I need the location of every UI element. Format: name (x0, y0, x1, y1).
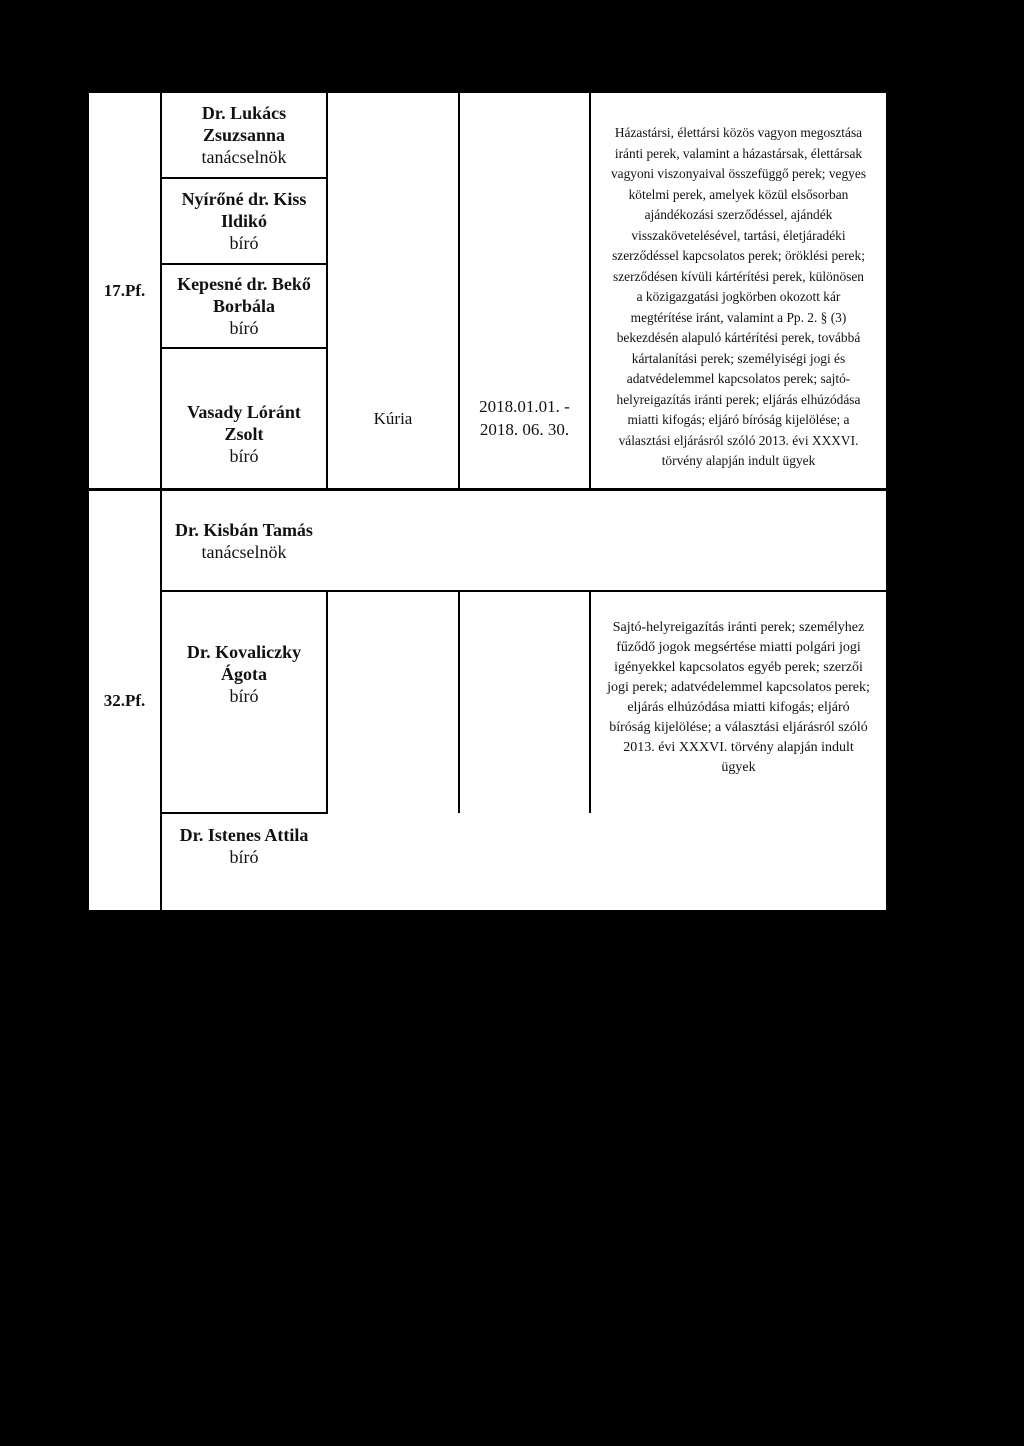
description-line: iránti perek, valamint a házastársak, élettársak (614, 145, 863, 161)
judge-name: Zsolt (224, 423, 264, 444)
description-line: kártalanítási perek; személyiségi jogi és (631, 350, 846, 366)
row-divider (160, 812, 328, 814)
judge-cell (162, 179, 326, 263)
court-cell (328, 393, 458, 443)
judge-cell (162, 513, 326, 568)
judge-name: Vasady Lóránt (187, 401, 301, 422)
row-divider (160, 590, 886, 592)
period-end: 2018. 06. 30. (479, 420, 570, 439)
description-line: a közigazgatási jogkörben okozott kár (636, 289, 841, 304)
description-line: vagyoni viszonyaival összefüggő perek; vegyes (610, 166, 867, 181)
judge-cell (162, 265, 326, 347)
judge-role: bíró (229, 318, 259, 338)
description-line: miatti kifogás; eljáró bíróság kijelölése; a (627, 412, 850, 427)
case-code-cell (89, 491, 160, 910)
column-divider (326, 590, 328, 813)
period-start: 2018.01.01. - (479, 397, 570, 416)
judge-role: bíró (229, 847, 259, 867)
judge-name: Ágota (221, 664, 267, 684)
description-line: Sajtó-helyreigazítás iránti perek; személyhez (612, 620, 865, 635)
judge-name: Dr. Kisbán Tamás (175, 519, 313, 540)
description-line: szerződéssel kapcsolatos perek; öröklési perek; (612, 248, 865, 263)
description-line: Házastársi, élettársi közös vagyon megosztása (614, 125, 863, 140)
description-line: törvény alapján indult ügyek (661, 453, 816, 468)
judge-cell (162, 349, 326, 488)
description-line: szerződésen kívüli kártérítési perek, különösen (613, 268, 864, 284)
judge-name: Dr. Istenes Attila (179, 825, 309, 845)
judge-name: Nyírőné dr. Kiss (181, 189, 307, 209)
case-description-cell (591, 618, 886, 788)
judge-name: Zsuzsanna (202, 125, 286, 145)
court-name: Kúria (373, 408, 413, 428)
description-line: visszakövetelésével, tartási, életjáradéki (631, 227, 846, 243)
judge-role: tanácselnök (201, 147, 287, 167)
judge-name: Ildikó (220, 211, 268, 231)
judge-name: Dr. Kovaliczky (186, 642, 302, 662)
section-divider (89, 488, 886, 491)
case-code: 17.Pf. (103, 280, 146, 300)
description-line: adatvédelemmel kapcsolatos perek; sajtó- (626, 371, 851, 386)
judge-cell (162, 93, 326, 177)
judge-role: tanácselnök (201, 541, 287, 562)
description-line: 2013. évi XXXVI. törvény alapján indult (623, 740, 854, 755)
description-line: kötelmi perek, amelyek közül elsősorban (628, 186, 849, 202)
judge-role: bíró (229, 445, 259, 466)
description-line: fűződő jogok megsértése miatti polgári jogi (616, 640, 861, 655)
description-line: megtérítése iránt, valamint a Pp. 2. § (3) (630, 309, 847, 325)
judge-cell (162, 816, 326, 876)
judge-name: Borbála (212, 296, 275, 316)
column-divider (458, 590, 460, 813)
description-line: helyreigazítás iránti perek; eljárás elhúzódása (616, 391, 861, 407)
description-line: jogi perek; adatvédelemmel kapcsolatos perek; (607, 680, 870, 695)
description-line: eljárás elhúzódása miatti kifogás; eljáró (627, 700, 850, 715)
judge-name: Kepesné dr. Bekő (177, 274, 311, 294)
judge-name: Dr. Lukács (201, 103, 287, 123)
case-description-cell (591, 123, 886, 468)
case-code: 32.Pf. (103, 690, 146, 710)
description-line: ajándékozási szerződéssel, ajándék (644, 207, 833, 222)
description-line: választási eljárásról szóló 2013. évi XXXVI. (618, 432, 859, 448)
description-line: bíróság kijelölése; a választási eljárásról szóló (609, 720, 868, 735)
judge-cell (162, 638, 326, 710)
description-line: igényekkel kapcsolatos egyéb perek; szerzői (614, 660, 863, 675)
case-code-cell (89, 93, 160, 488)
period-cell (460, 393, 589, 443)
judge-role: bíró (229, 686, 259, 706)
description-line: ügyek (721, 760, 756, 775)
description-line: bekezdésén alapuló kártérítési perek, továbbá (616, 330, 861, 345)
document-page (86, 90, 889, 913)
judge-role: bíró (229, 233, 259, 253)
